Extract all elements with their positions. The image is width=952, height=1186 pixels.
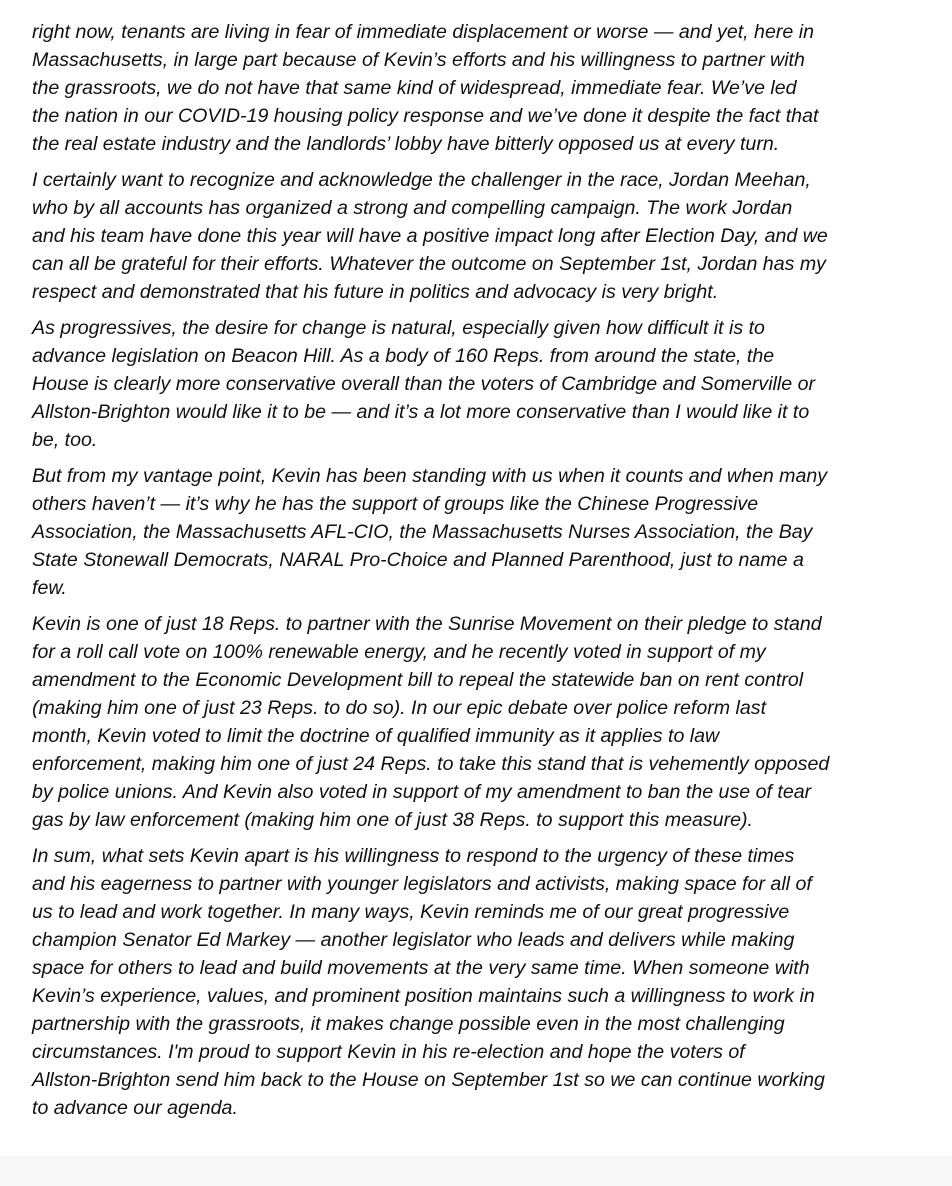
- text-line: be, too.: [32, 429, 98, 451]
- text-line: gas by law enforcement (making him one of just 38 Reps. to support this measure).: [32, 809, 753, 831]
- text-line: I certainly want to recognize and acknowledge the challenger in the race, Jordan Meehan,: [32, 169, 811, 191]
- text-line: In sum, what sets Kevin apart is his willingness to respond to the urgency of these times: [32, 845, 795, 867]
- text-line: Kevin is one of just 18 Reps. to partner with the Sunrise Movement on their pledge to stand: [32, 613, 822, 635]
- page-bottom-margin: [0, 1156, 952, 1186]
- paragraph-voting-record: [32, 610, 912, 834]
- text-line: enforcement, making him one of just 24 Reps. to take this stand that is vehemently opposed: [32, 753, 830, 775]
- text-line: the real estate industry and the landlords’ lobby have bitterly opposed us at every turn.: [32, 133, 780, 155]
- text-line: House is clearly more conservative overall than the voters of Cambridge and Somerville or: [32, 373, 816, 395]
- text-line: who by all accounts has organized a strong and compelling campaign. The work Jordan: [32, 197, 793, 219]
- text-line: the grassroots, we do not have that same kind of widespread, immediate fear. We’ve led: [32, 77, 797, 99]
- paragraph-housing-response: [32, 18, 912, 158]
- text-line: amendment to the Economic Development bill to repeal the statewide ban on rent control: [32, 669, 804, 691]
- paragraph-vantage-point: [32, 462, 912, 602]
- letter-body: [32, 18, 912, 1130]
- text-line: circumstances. I'm proud to support Kevin in his re-election and hope the voters of: [32, 1041, 745, 1063]
- text-line: others haven’t — it’s why he has the support of groups like the Chinese Progressive: [32, 493, 759, 515]
- text-line: can all be grateful for their efforts. Whatever the outcome on September 1st, Jordan has my: [32, 253, 826, 275]
- text-line: respect and demonstrated that his future in politics and advocacy is very bright.: [32, 281, 719, 303]
- text-line: (making him one of just 23 Reps. to do so). In our epic debate over police reform last: [32, 697, 767, 719]
- text-line: to advance our agenda.: [32, 1097, 238, 1119]
- text-line: and his eagerness to partner with younger legislators and activists, making space for all of: [32, 873, 812, 895]
- text-line: month, Kevin voted to limit the doctrine of qualified immunity as it applies to law: [32, 725, 720, 747]
- paragraph-in-sum: [32, 842, 912, 1122]
- text-line: for a roll call vote on 100% renewable energy, and he recently voted in support of my: [32, 641, 766, 663]
- text-line: Allston-Brighton send him back to the House on September 1st so we can continue working: [32, 1069, 825, 1091]
- text-line: few.: [32, 577, 67, 599]
- text-line: State Stonewall Democrats, NARAL Pro-Choice and Planned Parenthood, just to name a: [32, 549, 804, 571]
- text-line: us to lead and work together. In many ways, Kevin reminds me of our great progressive: [32, 901, 790, 923]
- text-line: space for others to lead and build movements at the very same time. When someone with: [32, 957, 810, 979]
- text-line: the nation in our COVID-19 housing policy response and we’ve done it despite the fact that: [32, 105, 819, 127]
- text-line: champion Senator Ed Markey — another legislator who leads and delivers while making: [32, 929, 795, 951]
- text-line: Allston-Brighton would like it to be — and it’s a lot more conservative than I would like it to: [32, 401, 810, 423]
- text-line: Massachusetts, in large part because of Kevin’s efforts and his willingness to partner with: [32, 49, 805, 71]
- text-line: As progressives, the desire for change is natural, especially given how difficult it is to: [32, 317, 765, 339]
- text-line: advance legislation on Beacon Hill. As a body of 160 Reps. from around the state, the: [32, 345, 775, 367]
- text-line: partnership with the grassroots, it makes change possible even in the most challenging: [32, 1013, 785, 1035]
- text-line: Kevin’s experience, values, and prominent position maintains such a willingness to work in: [32, 985, 815, 1007]
- text-line: But from my vantage point, Kevin has been standing with us when it counts and when many: [32, 465, 828, 487]
- text-line: Association, the Massachusetts AFL-CIO, the Massachusetts Nurses Association, the Bay: [32, 521, 813, 543]
- text-line: by police unions. And Kevin also voted in support of my amendment to ban the use of tear: [32, 781, 812, 803]
- paragraph-challenger: [32, 166, 912, 306]
- text-line: right now, tenants are living in fear of immediate displacement or worse — and yet, here in: [32, 21, 814, 43]
- text-line: and his team have done this year will have a positive impact long after Election Day, and we: [32, 225, 828, 247]
- paragraph-progressives: [32, 314, 912, 454]
